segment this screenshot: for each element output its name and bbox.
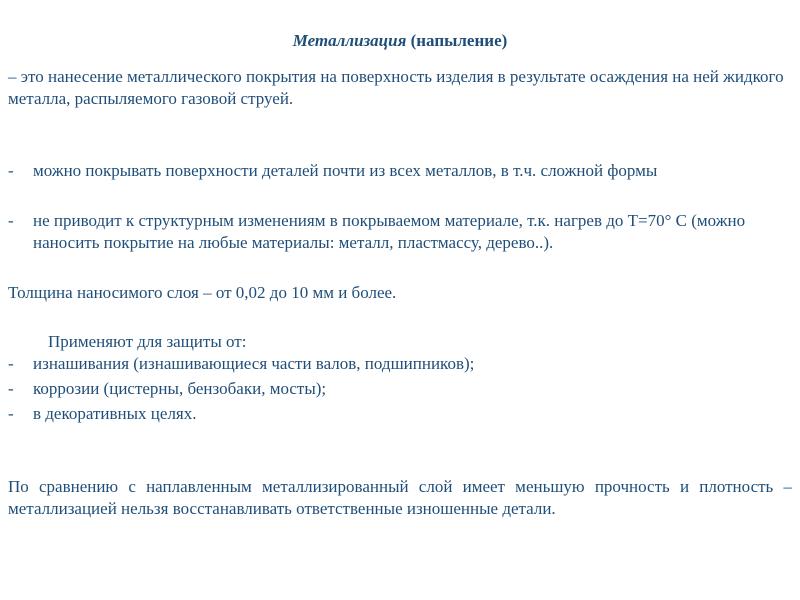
slide-title bbox=[0, 30, 800, 52]
list-dash: - bbox=[8, 354, 14, 373]
list-dash: - bbox=[8, 211, 14, 230]
list-dash: - bbox=[8, 404, 14, 423]
application-text: изнашивания (изнашивающиеся части валов, подшипников); bbox=[33, 354, 475, 373]
title-paren: (напыление) bbox=[410, 31, 508, 50]
definition-text: – это нанесение металлического покрытия на поверхность изделия в результате осаждения на ней жидкого металла, распыляемого газовой струей. bbox=[8, 67, 784, 108]
application-item bbox=[8, 353, 792, 375]
advantage-text: можно покрывать поверхности деталей почти из всех металлов, в т.ч. сложной формы bbox=[33, 161, 658, 180]
advantage-item bbox=[8, 210, 792, 254]
application-text: коррозии (цистерны, бензобаки, мосты); bbox=[33, 379, 327, 398]
application-text: в декоративных целях. bbox=[33, 404, 197, 423]
thickness-text: Толщина наносимого слоя – от 0,02 до 10 мм и более. bbox=[8, 283, 397, 302]
application-item bbox=[8, 378, 792, 400]
conclusion-text: По сравнению с наплавленным металлизированный слой имеет меньшую прочность и плотность – металлизацией нельзя восстанавливать ответственные изношенные детали. bbox=[8, 477, 792, 518]
applications-heading: Применяют для защиты от: bbox=[48, 332, 247, 351]
list-dash: - bbox=[8, 379, 14, 398]
list-dash: - bbox=[8, 161, 14, 180]
application-item bbox=[8, 403, 792, 425]
advantage-item bbox=[8, 160, 792, 182]
advantage-text: не приводит к структурным изменениям в покрываемом материале, т.к. нагрев до T=70° C (можно наносить покрытие на любые материалы: металл, пластмассу, дерево..). bbox=[33, 211, 746, 252]
title-main: Металлизация bbox=[292, 31, 407, 50]
